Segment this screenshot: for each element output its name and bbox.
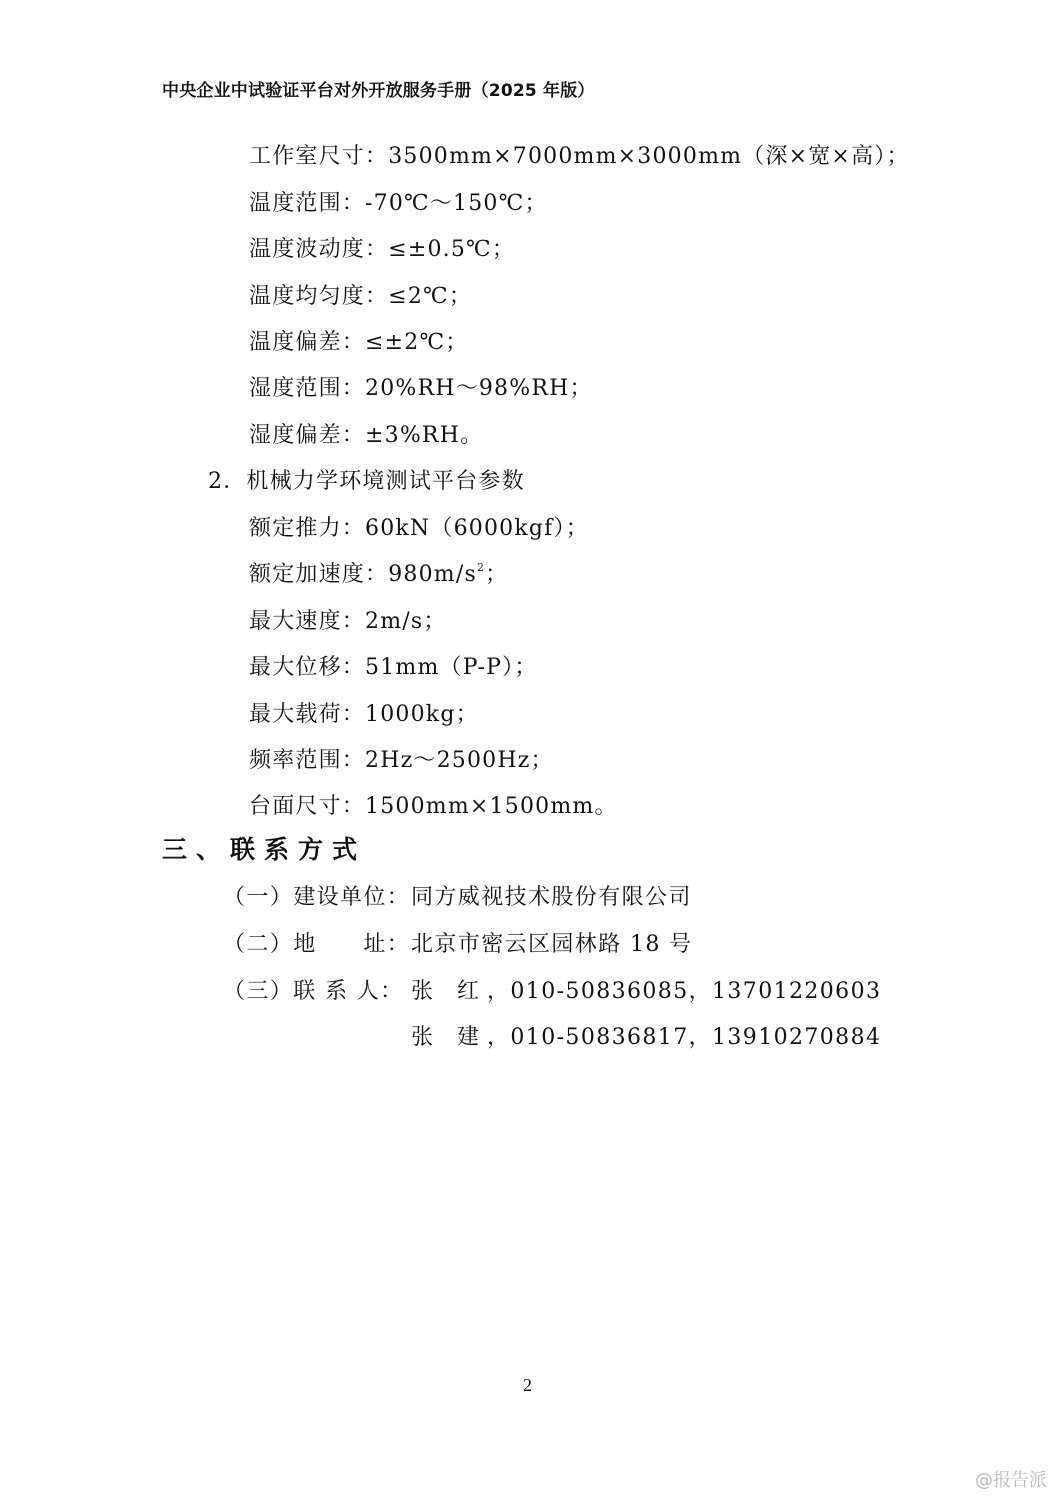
mechanical-platform-heading: 2．机械力学环境测试平台参数: [208, 469, 525, 494]
contact-address: [223, 930, 693, 960]
param-temperature-range: 温度范围：-70℃～150℃；: [249, 191, 548, 216]
param-max-load: 最大载荷：1000kg；: [249, 702, 479, 727]
superscript-two: 2: [476, 561, 486, 574]
contact-person-2-phones: ，010-50836817，13910270884: [487, 1025, 882, 1050]
param-humidity-deviation: 湿度偏差：±3%RH。: [249, 423, 484, 448]
running-header: 中央企业中试验证平台对外开放服务手册（2025 年版）: [162, 81, 595, 101]
param-temperature-deviation: 温度偏差：≤±2℃；: [249, 330, 469, 355]
rated-acceleration-end: ；: [485, 562, 509, 587]
contact-person-1-phones: ，010-50836085，13701220603: [487, 979, 882, 1004]
param-max-displacement: 最大位移：51mm（P-P）；: [249, 655, 538, 680]
organization-label: （一）建设单位：: [223, 885, 411, 910]
param-temperature-uniformity: 温度均匀度：≤2℃；: [249, 284, 473, 309]
contact-person-2-name: 张建: [411, 1025, 504, 1050]
watermark: @报告派: [975, 1470, 1047, 1491]
param-humidity-range: 湿度范围：20%RH～98%RH；: [249, 376, 593, 401]
rated-acceleration-text: 额定加速度：980m/s: [249, 562, 477, 587]
contact-person-1: [411, 977, 881, 1007]
organization-value: 同方威视技术股份有限公司: [411, 885, 692, 910]
param-frequency-range: 频率范围：2Hz～2500Hz；: [249, 748, 554, 773]
contact-person-2: [411, 1023, 881, 1053]
contact-person-row: [223, 977, 411, 1007]
contact-organization: [223, 883, 692, 913]
param-rated-acceleration: [249, 560, 508, 590]
page-number: 2: [523, 1375, 532, 1395]
param-chamber-size: 工作室尺寸：3500mm×7000mm×3000mm（深×宽×高）；: [249, 144, 910, 169]
param-table-size: 台面尺寸：1500mm×1500mm。: [249, 794, 618, 819]
param-max-velocity: 最大速度：2m/s；: [249, 609, 447, 634]
contact-section-heading: 三、联系方式: [162, 835, 367, 864]
contact-person-1-name: 张红: [411, 979, 504, 1004]
param-temperature-fluctuation: 温度波动度：≤±0.5℃；: [249, 237, 516, 262]
address-value: 北京市密云区园林路 18 号: [411, 932, 693, 957]
contact-person-label: （三）联 系 人：: [223, 979, 404, 1004]
param-rated-thrust: 额定推力：60kN（6000kgf）；: [249, 516, 589, 541]
address-label: （二）地 址：: [223, 932, 411, 957]
